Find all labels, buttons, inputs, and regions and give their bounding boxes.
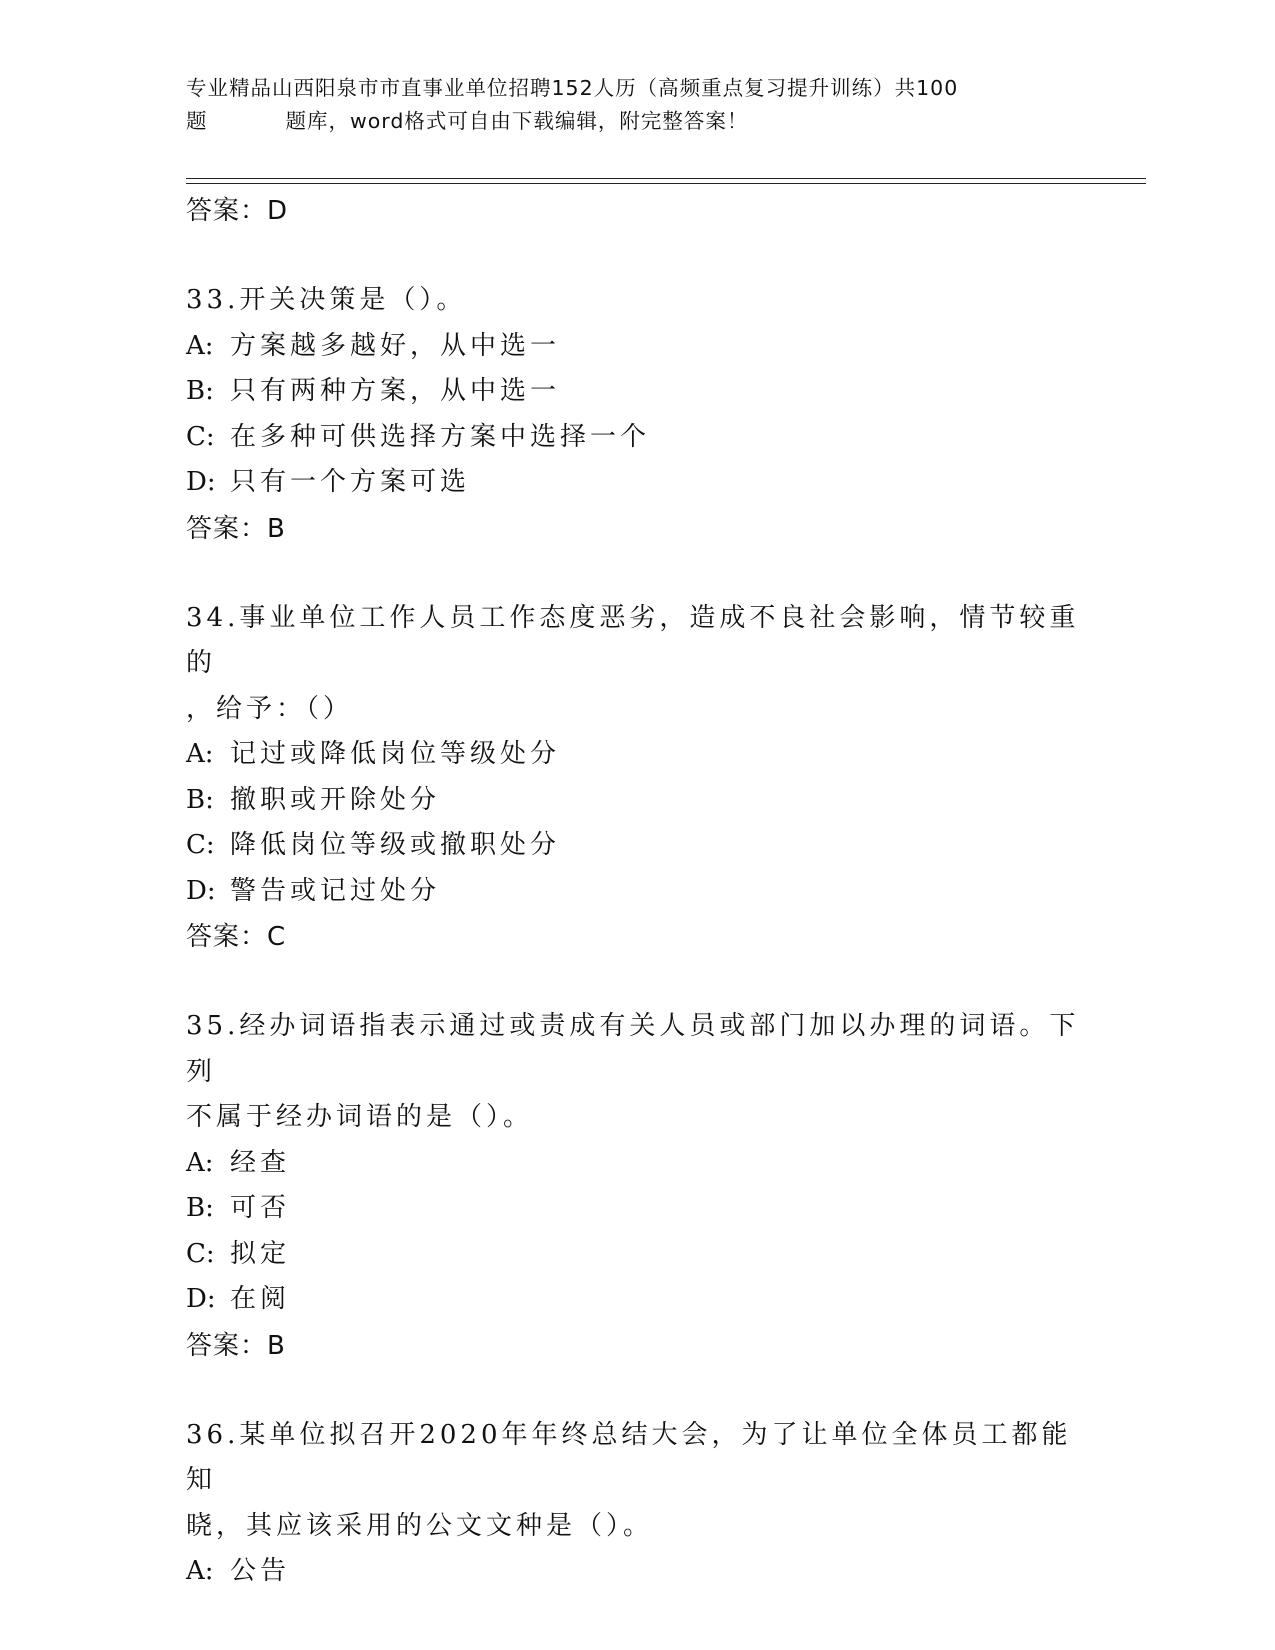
option-text: 拟定 xyxy=(230,1238,291,1269)
option-text: 只有两种方案，从中选一 xyxy=(230,376,561,406)
option-key: C: xyxy=(186,1238,215,1269)
option-text: 公告 xyxy=(230,1556,291,1586)
answer-value: D xyxy=(267,196,289,226)
question-text: 33.开关决策是（）。 xyxy=(186,285,467,315)
answer-prefix: 答案： xyxy=(186,922,268,952)
answer-prefix: 答案： xyxy=(186,1330,268,1361)
option-item xyxy=(186,732,1086,778)
option-item xyxy=(186,1232,1086,1278)
option-key: D: xyxy=(186,467,216,497)
answer-value: B xyxy=(267,513,286,544)
question-block xyxy=(186,278,1086,552)
header-line-2 xyxy=(186,105,1086,138)
answer-line xyxy=(186,188,1086,234)
option-key: A: xyxy=(186,1556,214,1586)
option-text: 警告或记过处分 xyxy=(230,875,441,906)
option-key: A: xyxy=(186,330,214,361)
question-block xyxy=(186,1004,1086,1369)
option-text: 可否 xyxy=(230,1193,291,1223)
question-text: ，给予：（） xyxy=(186,693,354,724)
option-key: A: xyxy=(186,1147,214,1178)
option-text: 只有一个方案可选 xyxy=(230,467,471,497)
option-item xyxy=(186,369,1086,415)
answer-prefix: 答案： xyxy=(186,513,268,544)
question-block xyxy=(186,596,1086,961)
header-line-2-head: 题 xyxy=(186,109,208,133)
option-key: C: xyxy=(186,830,215,860)
option-key: C: xyxy=(186,421,215,452)
option-item xyxy=(186,823,1086,869)
option-item xyxy=(186,869,1086,915)
answer-line xyxy=(186,506,1086,552)
option-item xyxy=(186,415,1086,461)
question-text: 晓，其应该采用的公文文种是（）。 xyxy=(186,1510,654,1541)
question-text: 35.经办词语指表示通过或责成有关人员或部门加以办理的词语。下列 xyxy=(186,1011,1080,1087)
option-text: 降低岗位等级或撤职处分 xyxy=(230,830,561,860)
question-text: 34.事业单位工作人员工作态度恶劣，造成不良社会影响，情节较重的 xyxy=(186,602,1080,678)
option-key: A: xyxy=(186,739,214,769)
header-divider-bottom xyxy=(186,183,1146,184)
answer-prefix: 答案： xyxy=(186,196,268,226)
option-item xyxy=(186,1277,1086,1323)
option-text: 在多种可供选择方案中选择一个 xyxy=(230,421,651,452)
option-key: D: xyxy=(186,1284,216,1314)
option-text: 在阅 xyxy=(230,1284,291,1314)
answer-line xyxy=(186,1323,1086,1369)
answer-value: B xyxy=(267,1330,286,1361)
answer-value: C xyxy=(267,922,287,952)
option-key: B: xyxy=(186,1193,214,1223)
option-item xyxy=(186,1549,1086,1595)
question-block xyxy=(186,1413,1086,1595)
question-text: 不属于经办词语的是（）。 xyxy=(186,1102,534,1132)
option-text: 记过或降低岗位等级处分 xyxy=(230,739,561,769)
header-divider-top xyxy=(186,178,1146,179)
question-list xyxy=(186,188,1086,1595)
option-key: B: xyxy=(186,784,214,815)
option-item xyxy=(186,778,1086,824)
option-key: D: xyxy=(186,875,216,906)
answer-line xyxy=(186,914,1086,960)
option-text: 方案越多越好，从中选一 xyxy=(230,330,561,361)
question-text: 36.某单位拟召开2020年年终总结大会，为了让单位全体员工都能知 xyxy=(186,1419,1072,1495)
header-line-2-tail: 题库，word格式可自由下载编辑，附完整答案！ xyxy=(285,109,749,133)
option-item xyxy=(186,460,1086,506)
option-text: 经查 xyxy=(230,1147,291,1178)
option-item xyxy=(186,1186,1086,1232)
option-key: B: xyxy=(186,376,214,406)
option-item xyxy=(186,324,1086,370)
header-line-1: 专业精品山西阳泉市市直事业单位招聘152人历（高频重点复习提升训练）共100 xyxy=(186,76,959,100)
option-item xyxy=(186,1141,1086,1187)
option-text: 撤职或开除处分 xyxy=(230,784,441,815)
document-header xyxy=(186,72,1086,138)
